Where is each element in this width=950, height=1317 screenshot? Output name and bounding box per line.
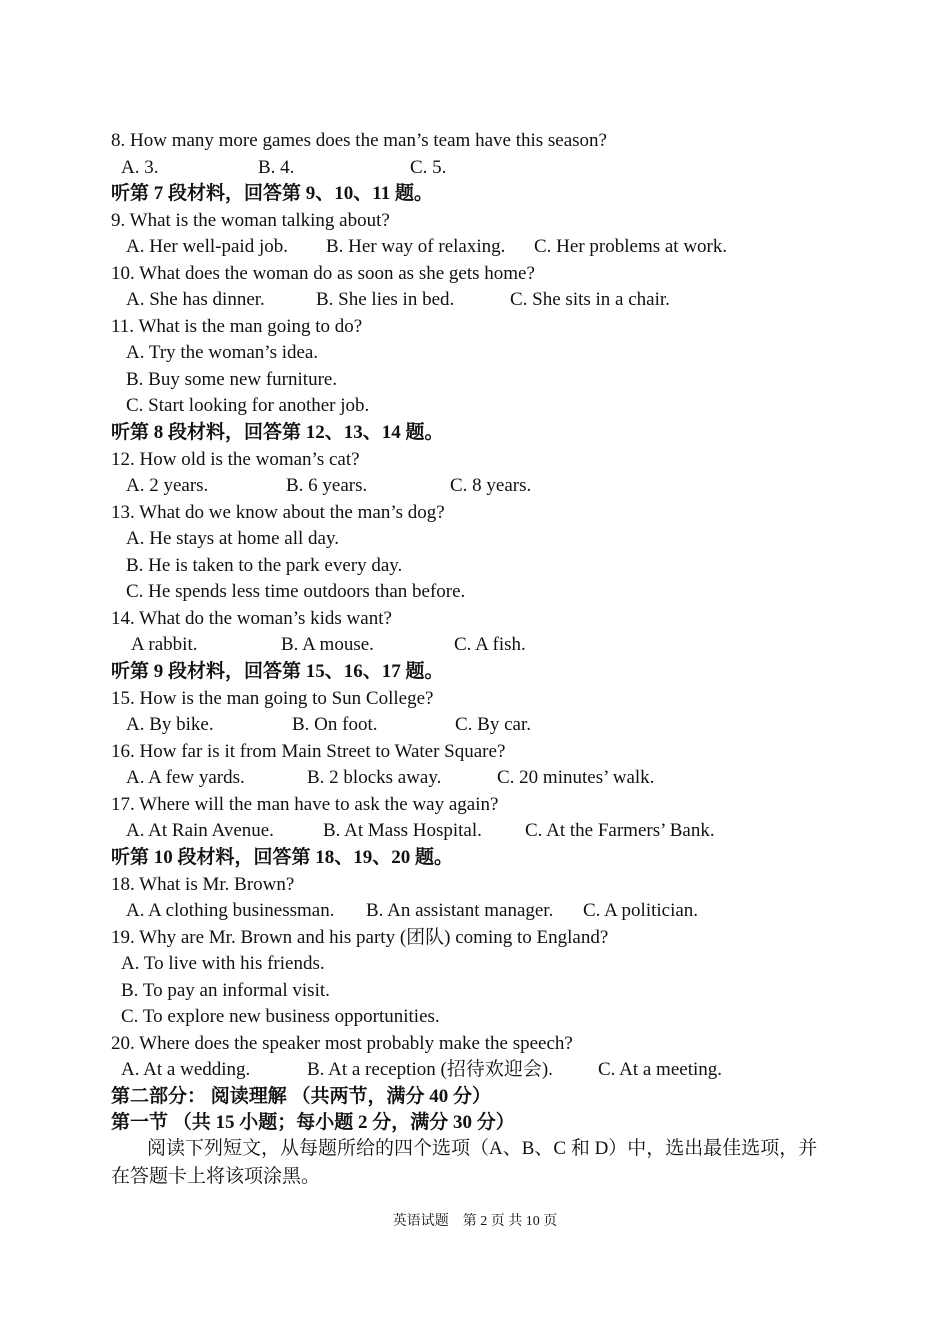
question-14-stem: 14. What do the woman’s kids want?: [111, 608, 392, 629]
page-footer: 英语试题 第 2 页 共 10 页: [392, 1214, 558, 1229]
question-10-option-b: B. She lies in bed.: [316, 289, 455, 310]
section-10-heading: 听第 10 段材料，回答第 18、19、20 题。: [111, 847, 454, 868]
question-11-option-a: A. Try the woman’s idea.: [126, 342, 319, 363]
question-17-option-b: B. At Mass Hospital.: [323, 820, 482, 841]
question-13-option-a: A. He stays at home all day.: [126, 528, 339, 549]
question-13-stem: 13. What do we know about the man’s dog?: [111, 502, 445, 523]
part-2-heading: 第二部分： 阅读理解 （共两节，满分 40 分）: [111, 1086, 492, 1107]
question-17-option-c: C. At the Farmers’ Bank.: [525, 820, 715, 841]
question-15-option-c: C. By car.: [455, 714, 531, 735]
question-17-stem: 17. Where will the man have to ask the way again?: [111, 794, 499, 815]
question-14-option-a: A rabbit.: [131, 634, 198, 655]
question-19-option-b: B. To pay an informal visit.: [121, 980, 330, 1001]
question-20-option-c: C. At a meeting.: [598, 1059, 723, 1080]
question-8-option-c: C. 5.: [410, 157, 447, 178]
question-8-option-b: B. 4.: [258, 157, 295, 178]
question-14-option-b: B. A mouse.: [281, 634, 374, 655]
question-9-option-a: A. Her well-paid job.: [126, 236, 288, 257]
question-12-stem: 12. How old is the woman’s cat?: [111, 449, 360, 470]
question-9-option-b: B. Her way of relaxing.: [326, 236, 506, 257]
question-20-option-a: A. At a wedding.: [121, 1059, 251, 1080]
question-20-stem: 20. Where does the speaker most probably make the speech?: [111, 1033, 573, 1054]
question-13-option-b: B. He is taken to the park every day.: [126, 555, 403, 576]
question-9-option-c: C. Her problems at work.: [534, 236, 728, 257]
question-16-option-a: A. A few yards.: [126, 767, 245, 788]
section-7-heading: 听第 7 段材料，回答第 9、10、11 题。: [111, 183, 433, 204]
question-15-stem: 15. How is the man going to Sun College?: [111, 688, 434, 709]
question-15-option-a: A. By bike.: [126, 714, 214, 735]
question-19-option-c: C. To explore new business opportunities.: [121, 1006, 440, 1027]
section-8-heading: 听第 8 段材料，回答第 12、13、14 题。: [111, 422, 444, 443]
question-18-option-b: B. An assistant manager.: [366, 900, 554, 921]
question-12-option-b: B. 6 years.: [286, 475, 368, 496]
question-16-stem: 16. How far is it from Main Street to Water Square?: [111, 741, 506, 762]
question-12-option-c: C. 8 years.: [450, 475, 532, 496]
question-11-stem: 11. What is the man going to do?: [111, 316, 363, 337]
question-13-option-c: C. He spends less time outdoors than before.: [126, 581, 466, 602]
question-10-option-a: A. She has dinner.: [126, 289, 265, 310]
question-8-option-a: A. 3.: [121, 157, 159, 178]
question-12-option-a: A. 2 years.: [126, 475, 209, 496]
question-16-option-c: C. 20 minutes’ walk.: [497, 767, 655, 788]
question-20-option-b: B. At a reception (招待欢迎会).: [307, 1059, 553, 1080]
question-17-option-a: A. At Rain Avenue.: [126, 820, 274, 841]
question-9-stem: 9. What is the woman talking about?: [111, 210, 390, 231]
question-19-option-a: A. To live with his friends.: [121, 953, 325, 974]
question-15-option-b: B. On foot.: [292, 714, 378, 735]
question-11-option-c: C. Start looking for another job.: [126, 395, 370, 416]
question-8-stem: 8. How many more games does the man’s team have this season?: [111, 130, 607, 151]
section-9-heading: 听第 9 段材料，回答第 15、16、17 题。: [111, 661, 444, 682]
section-1-heading: 第一节 （共 15 小题；每小题 2 分，满分 30 分）: [111, 1112, 515, 1133]
question-11-option-b: B. Buy some new furniture.: [126, 369, 338, 390]
question-19-stem: 19. Why are Mr. Brown and his party (团队) coming to England?: [111, 927, 609, 948]
question-18-stem: 18. What is Mr. Brown?: [111, 874, 295, 895]
question-10-stem: 10. What does the woman do as soon as she gets home?: [111, 263, 535, 284]
question-18-option-a: A. A clothing businessman.: [126, 900, 335, 921]
question-16-option-b: B. 2 blocks away.: [307, 767, 442, 788]
question-10-option-c: C. She sits in a chair.: [510, 289, 670, 310]
instruction-paragraph: 阅读下列短文，从每题所给的四个选项（A、B、C 和 D）中，选出最佳选项，并在答题卡上将该项涂黑。: [111, 1138, 818, 1187]
question-14-option-c: C. A fish.: [454, 634, 526, 655]
question-18-option-c: C. A politician.: [583, 900, 699, 921]
